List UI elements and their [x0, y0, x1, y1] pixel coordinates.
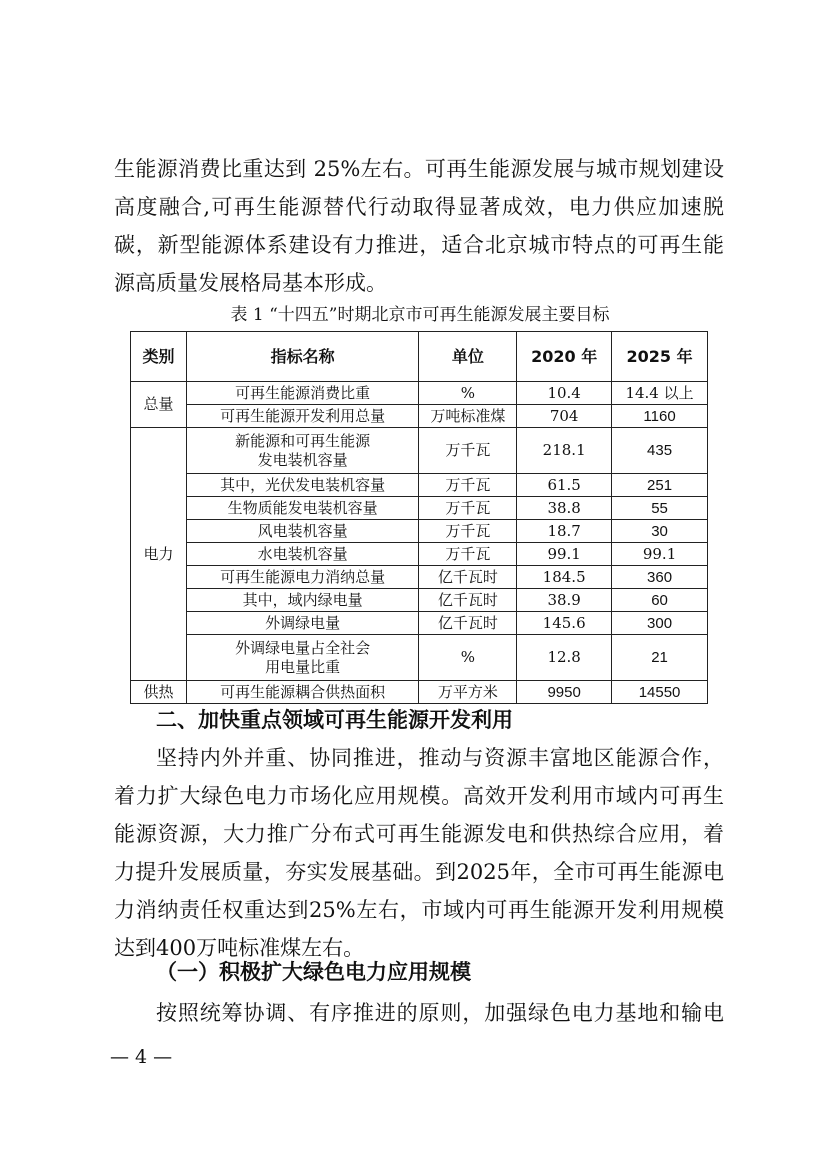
unit-cell: 万千瓦: [419, 474, 517, 497]
category-cell: 供热: [131, 681, 187, 704]
value-2025: 55: [612, 497, 708, 520]
section-paragraph: [114, 739, 724, 967]
value-2025: 60: [612, 589, 708, 612]
indicator-name-line: 发电装机容量: [257, 450, 348, 469]
unit-cell: 亿千瓦时: [419, 566, 517, 589]
text-line: 能源资源，大力推广分布式可再生能源发电和供热综合应用，着: [114, 822, 724, 846]
column-header: 2025 年: [612, 332, 708, 382]
indicator-name: 可再生能源耦合供热面积: [186, 681, 419, 704]
unit-cell: 万千瓦: [419, 520, 517, 543]
column-header: 类别: [131, 332, 187, 382]
unit-cell: %: [419, 635, 517, 681]
table-row: [131, 635, 708, 681]
table-row: [131, 589, 708, 612]
value-2020: 9950: [517, 681, 612, 704]
column-header: 指标名称: [186, 332, 419, 382]
table-row: [131, 382, 708, 405]
indicator-name: 风电装机容量: [186, 520, 419, 543]
unit-cell: 万平方米: [419, 681, 517, 704]
table-row: [131, 612, 708, 635]
table-row: [131, 543, 708, 566]
table-row: [131, 474, 708, 497]
category-cell: 总量: [131, 382, 187, 428]
text-line: 达到400万吨标准煤左右。: [114, 936, 365, 960]
table-row: [131, 520, 708, 543]
subsection-paragraph: [114, 994, 724, 1032]
value-2025: 14.4 以上: [612, 382, 708, 405]
value-2025: 1160: [612, 405, 708, 428]
indicator-name: 生物质能发电装机容量: [186, 497, 419, 520]
text-line: 坚持内外并重、协同推进，推动与资源丰富地区能源合作，: [156, 746, 724, 770]
column-header: 2020 年: [517, 332, 612, 382]
value-2020: 38.9: [517, 589, 612, 612]
subsection-heading: （一）积极扩大绿色电力应用规模: [156, 959, 471, 984]
indicator-name-line: 外调绿电量占全社会: [235, 638, 371, 657]
value-2025: 251: [612, 474, 708, 497]
indicator-name: 外调绿电量: [186, 612, 419, 635]
unit-cell: 亿千瓦时: [419, 612, 517, 635]
indicator-name: 水电装机容量: [186, 543, 419, 566]
indicator-name: 可再生能源电力消纳总量: [186, 566, 419, 589]
indicator-name: 其中，光伏发电装机容量: [186, 474, 419, 497]
indicator-name: [186, 635, 419, 681]
text-line: 着力扩大绿色电力市场化应用规模。高效开发利用市域内可再生: [114, 784, 724, 808]
page-number: — 4 —: [110, 1046, 173, 1068]
value-2025: 435: [612, 428, 708, 474]
text-line: 高度融合,可再生能源替代行动取得显著成效，电力供应加速脱: [114, 195, 724, 219]
table-caption: 表 1 “十四五”时期北京市可再生能源发展主要目标: [230, 305, 610, 325]
table-row: [131, 405, 708, 428]
table-row: [131, 497, 708, 520]
value-2020: 12.8: [517, 635, 612, 681]
unit-cell: 亿千瓦时: [419, 589, 517, 612]
table-header-row: [131, 332, 708, 382]
text-line: 力消纳责任权重达到25%左右，市域内可再生能源开发利用规模: [114, 898, 724, 922]
value-2025: 30: [612, 520, 708, 543]
text-line: 力提升发展质量，夯实发展基础。到2025年，全市可再生能源电: [114, 860, 724, 884]
value-2025: 21: [612, 635, 708, 681]
indicator-name-line: 新能源和可再生能源: [235, 431, 371, 450]
value-2020: 18.7: [517, 520, 612, 543]
indicator-name: 其中，域内绿电量: [186, 589, 419, 612]
table-row: [131, 428, 708, 474]
category-cell: 电力: [131, 428, 187, 681]
unit-cell: 万千瓦: [419, 543, 517, 566]
indicator-name: [186, 428, 419, 474]
value-2020: 704: [517, 405, 612, 428]
unit-cell: 万千瓦: [419, 497, 517, 520]
value-2025: 300: [612, 612, 708, 635]
unit-cell: %: [419, 382, 517, 405]
intro-paragraph: [114, 150, 724, 302]
indicator-name: 可再生能源消费比重: [186, 382, 419, 405]
value-2025: 14550: [612, 681, 708, 704]
value-2020: 145.6: [517, 612, 612, 635]
table-row: [131, 566, 708, 589]
section-heading: 二、加快重点领域可再生能源开发利用: [156, 708, 513, 732]
value-2020: 10.4: [517, 382, 612, 405]
column-header: 单位: [419, 332, 517, 382]
targets-table: [130, 331, 708, 704]
indicator-name-line: 用电量比重: [265, 657, 341, 676]
unit-cell: 万吨标准煤: [419, 405, 517, 428]
value-2025: 360: [612, 566, 708, 589]
text-line: 碳，新型能源体系建设有力推进，适合北京城市特点的可再生能: [114, 233, 724, 257]
value-2020: 218.1: [517, 428, 612, 474]
unit-cell: 万千瓦: [419, 428, 517, 474]
value-2020: 99.1: [517, 543, 612, 566]
value-2020: 184.5: [517, 566, 612, 589]
text-line: 按照统筹协调、有序推进的原则，加强绿色电力基地和输电: [156, 1001, 724, 1025]
value-2025: 99.1: [612, 543, 708, 566]
text-line: 源高质量发展格局基本形成。: [114, 271, 387, 295]
text-line: 生能源消费比重达到 25%左右。可再生能源发展与城市规划建设: [114, 157, 724, 181]
value-2020: 38.8: [517, 497, 612, 520]
value-2020: 61.5: [517, 474, 612, 497]
indicator-name: 可再生能源开发利用总量: [186, 405, 419, 428]
